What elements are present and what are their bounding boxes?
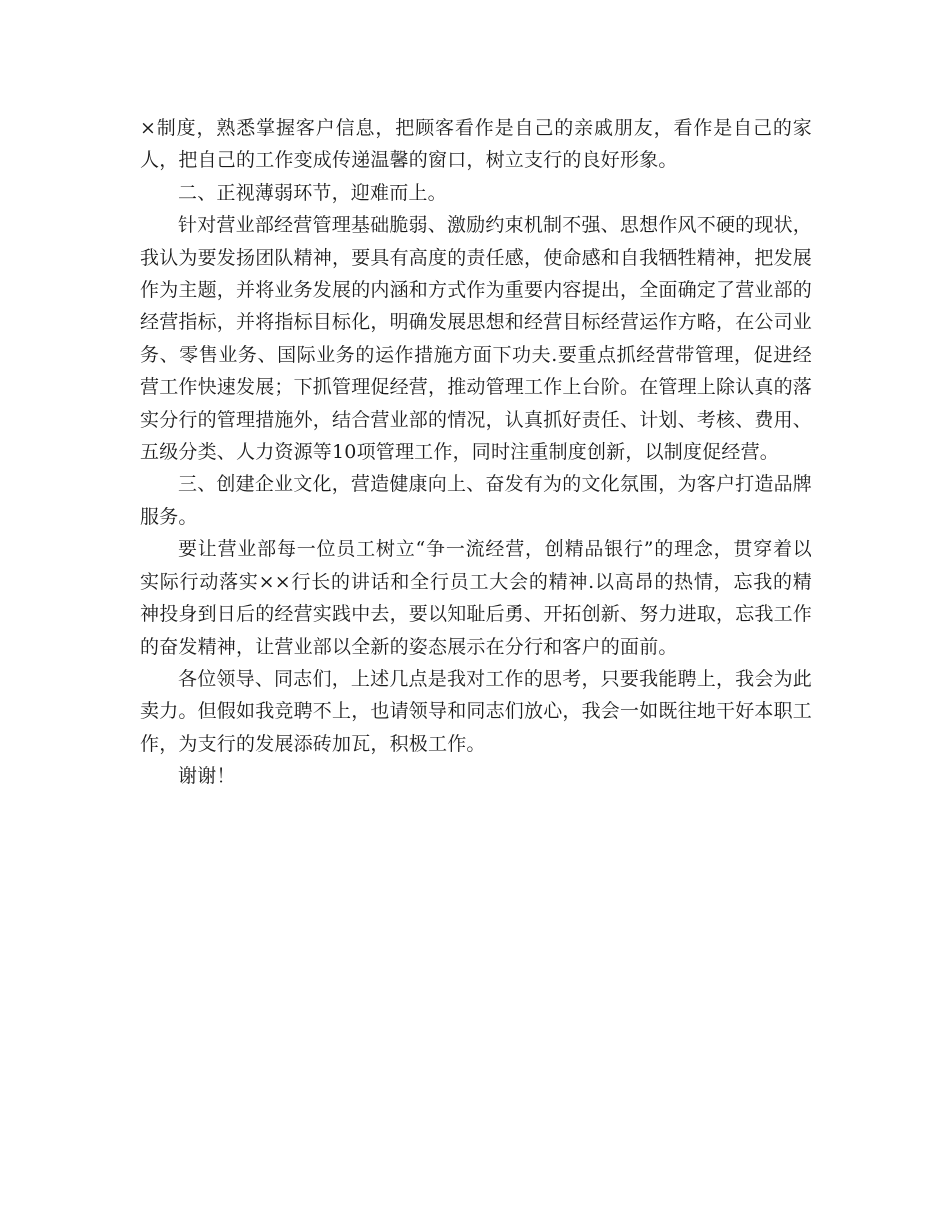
paragraph: 要让营业部每一位员工树立“争一流经营，创精品银行”的理念，贯穿着以实际行动落实××行长的讲话和全行员工大会的精神.以高昂的热情，忘我的精神投身到日后的经营实践中去，要以知耻后勇、开拓创新、努力进取，忘我工作的奋发精神，让营业部以全新的姿态展示在分行和客户的面前。 [140,538,813,658]
paragraph: 各位领导、同志们，上述几点是我对工作的思考，只要我能聘上，我会为此卖力。但假如我竞聘不上，也请领导和同志们放心，我会一如既往地干好本职工作，为支行的发展添砖加瓦，积极工作。 [140,667,813,755]
paragraph: 针对营业部经营管理基础脆弱、激励约束机制不强、思想作风不硬的现状，我认为要发扬团队精神，要具有高度的责任感，使命感和自我牺牲精神，把发展作为主题，并将业务发展的内涵和方式作为重要内容提出，全面确定了营业部的经营指标，并将指标目标化，明确发展思想和经营目标经营运作方略，在公司业务、零售业务、国际业务的运作措施方面下功夫.要重点抓经营带管理，促进经营工作快速发展；下抓管理促经营，推动管理工作上台阶。在管理上除认真的落实分行的管理措施外，结合营业部的情况，认真抓好责任、计划、考核、费用、五级分类、人力资源等10项管理工作，同时注重制度创新，以制度促经营。 [140,214,813,464]
section-heading-3: 三、创建企业文化，营造健康向上、奋发有为的文化氛围，为客户打造品牌服务。 [140,473,812,528]
document-body [140,112,812,793]
closing-thanks: 谢谢！ [178,765,236,788]
section-heading-2: 二、正视薄弱环节，迎难而上。 [178,181,447,204]
paragraph-continuation: ×制度，熟悉掌握客户信息，把顾客看作是自己的亲戚朋友，看作是自己的家人，把自己的工作变成传递温馨的窗口，树立支行的良好形象。 [140,117,812,172]
